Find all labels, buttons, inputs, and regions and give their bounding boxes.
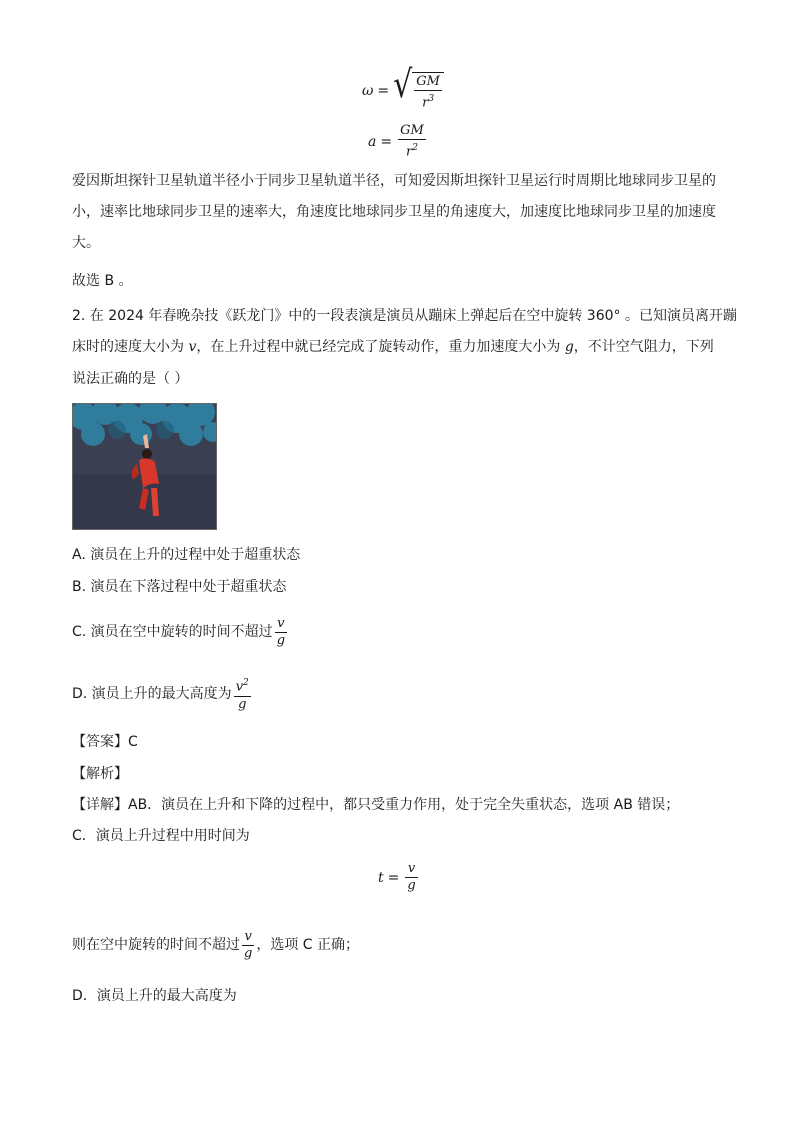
question-line-1: 2. 在 2024 年春晚杂技《跃龙门》中的一段表演是演员从蹦床上弹起后在空中旋转 360° 。已知演员离开蹦 xyxy=(72,308,737,324)
question-line-3: 说法正确的是（ ） xyxy=(72,371,189,387)
fraction-v-g: $\frac{v}{g}$ xyxy=(407,861,416,893)
question-line-2: 床时的速度大小为 v，在上升过程中就已经完成了旋转动作，重力加速度大小为 g，不计空气阻力，下列 xyxy=(72,339,714,355)
answer-value: C xyxy=(128,734,138,750)
fraction-v-g: $\frac{v}{g}$ xyxy=(276,615,286,648)
analysis-label: 【解析】 xyxy=(72,766,128,782)
fraction-gm-r3: $\frac{GM}{r^3}$ xyxy=(416,74,440,111)
a-symbol: a xyxy=(368,133,377,150)
analysis-c-conclusion: 则在空中旋转的时间不超过 $\frac{v}{g}$ ，选项 C 正确； xyxy=(72,928,360,961)
radical-icon: √ xyxy=(393,63,413,108)
formula-omega xyxy=(362,63,444,111)
option-a: A. 演员在上升的过程中处于超重状态 xyxy=(72,547,301,563)
equals-sign: = xyxy=(380,133,393,150)
answer-label: 【答案】 xyxy=(72,734,128,750)
prev-analysis-line-1: 爱因斯坦探针卫星轨道半径小于同步卫星轨道半径，可知爱因斯坦探针卫星运行时周期比地球同步卫星的 xyxy=(72,173,716,189)
equals-sign: = xyxy=(377,83,390,100)
option-d: D. 演员上升的最大高度为 $\frac{v^2}{g}$ xyxy=(72,678,249,712)
formula-time: t = $\frac{v}{g}$ xyxy=(378,861,416,893)
fraction-v-g: $\frac{v}{g}$ xyxy=(244,928,253,961)
option-b: B. 演员在下落过程中处于超重状态 xyxy=(72,579,287,595)
prev-analysis-line-3: 大。 xyxy=(72,235,100,251)
performer-photo xyxy=(72,403,217,530)
prev-select: 故选 B 。 xyxy=(72,273,133,289)
analysis-detail: 【详解】AB．演员在上升和下降的过程中，都只受重力作用，处于完全失重状态，选项 AB 错误； xyxy=(72,797,680,813)
performer-photo-graphic xyxy=(73,404,216,529)
answer-line xyxy=(72,732,138,752)
option-c: C. 演员在空中旋转的时间不超过 $\frac{v}{g}$ xyxy=(72,615,286,648)
square-root xyxy=(393,63,444,111)
fraction-gm-r2: $\frac{GM}{r^2}$ xyxy=(400,123,424,160)
formula-acceleration xyxy=(368,124,428,159)
analysis-d-line: D．演员上升的最大高度为 xyxy=(72,988,237,1004)
prev-analysis-line-2: 小，速率比地球同步卫星的速率大，角速度比地球同步卫星的角速度大，加速度比地球同步卫星的加速度 xyxy=(72,204,716,220)
fraction-v2-g: $\frac{v^2}{g}$ xyxy=(235,678,249,712)
analysis-c-line: C．演员上升过程中用时间为 xyxy=(72,828,250,844)
omega-symbol: ω xyxy=(362,83,374,100)
